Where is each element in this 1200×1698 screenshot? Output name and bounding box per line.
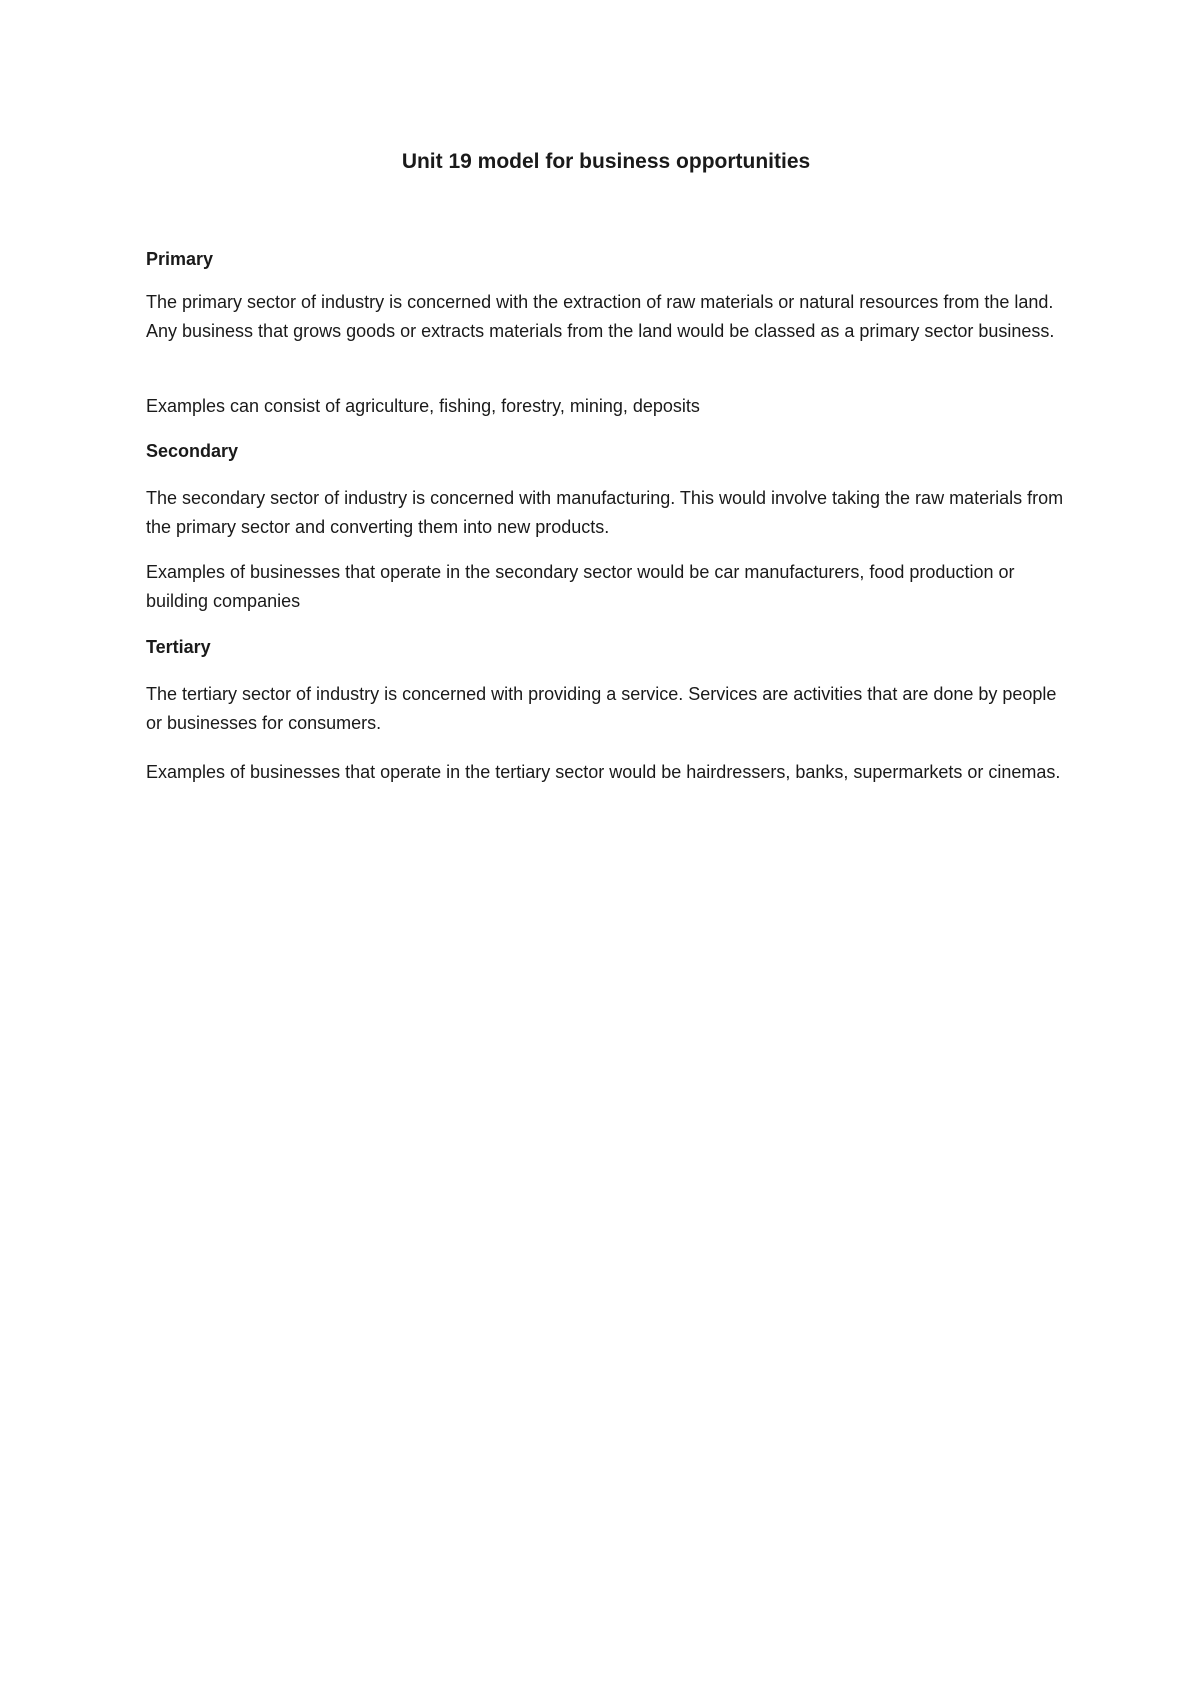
primary-examples: Examples can consist of agriculture, fishing, forestry, mining, deposits	[146, 396, 700, 416]
tertiary-description: The tertiary sector of industry is concerned with providing a service. Services are activities that are done by people or businesses for consumers.	[146, 684, 1057, 733]
secondary-examples: Examples of businesses that operate in the secondary sector would be car manufacturers, food production or building companies	[146, 562, 1015, 611]
page-title: Unit 19 model for business opportunities	[401, 150, 811, 173]
primary-description: The primary sector of industry is concerned with the extraction of raw materials or natural resources from the land. Any business that grows goods or extracts materials from the land would be classed as a primary sector business.	[146, 292, 1055, 341]
section-heading-primary: Primary	[146, 249, 214, 269]
secondary-description: The secondary sector of industry is concerned with manufacturing. This would involve taking the raw materials from the primary sector and converting them into new products.	[146, 488, 1064, 537]
tertiary-examples: Examples of businesses that operate in the tertiary sector would be hairdressers, banks, supermarkets or cinemas.	[146, 762, 1061, 782]
section-heading-tertiary: Tertiary	[146, 637, 211, 657]
section-heading-secondary: Secondary	[146, 441, 239, 461]
